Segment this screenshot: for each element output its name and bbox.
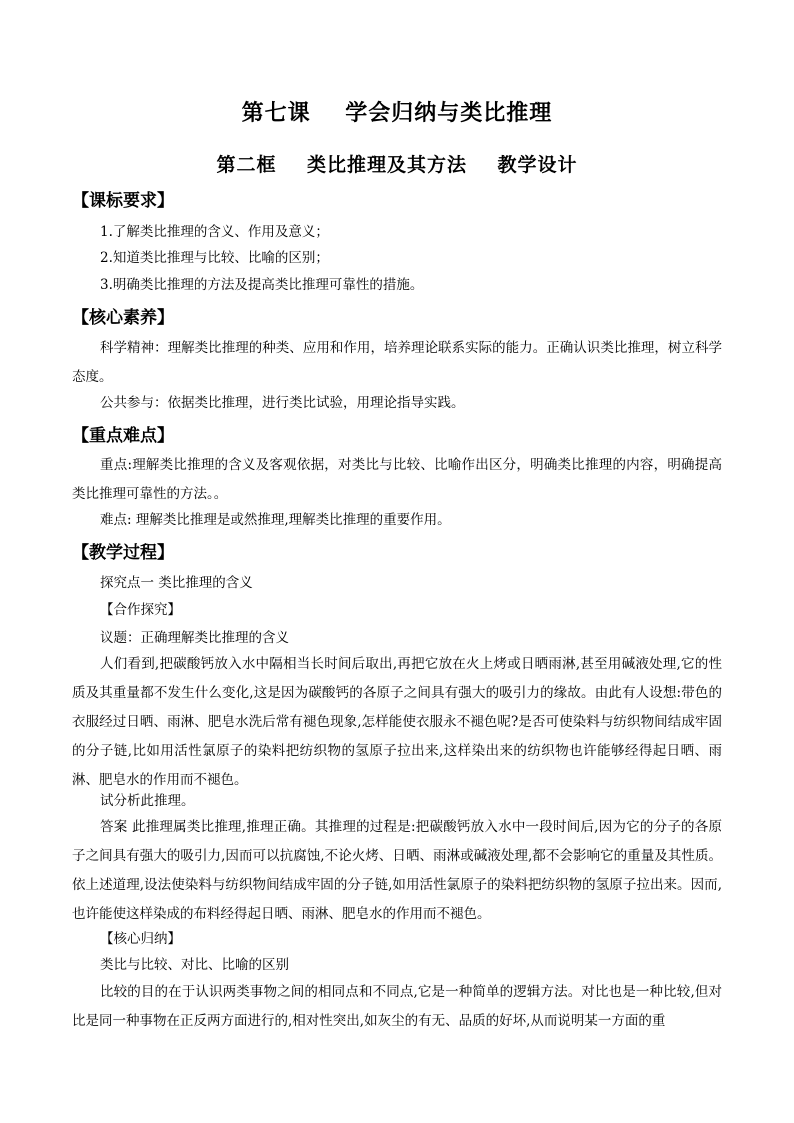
- keypoints-paragraph: 重点:理解类比推理的含义及客观依据，对类比与比较、比喻作出区分，明确类比推理的内容，明确提高类比推理可靠性的方法。。: [72, 457, 722, 502]
- curriculum-item: 3.明确类比推理的方法及提高类比推理可靠性的措施。: [100, 277, 424, 293]
- curriculum-heading: 【课标要求】: [72, 191, 174, 211]
- literacy-paragraph: 科学精神：理解类比推理的种类、应用和作用，培养理论联系实际的能力。正确认识类比推理，树立科学态度。: [72, 340, 722, 385]
- answer-paragraph: 答案 此推理属类比推理,推理正确。其推理的过程是:把碳酸钙放入水中一段时间后,因为它的分子的各原子之间具有强大的吸引力,因而可以抗腐蚀,不论火烤、日晒、雨淋或碱液处理,都不会影响它的重量及其性质。依上述道理,设法使染料与纺织物间结成牢固的分子链,如用活性氯原子的染料把纺织物的氢原子拉出来。因而,也许能使这样染成的布料经得起日晒、雨淋、肥皂水的作用而不褪色。: [72, 819, 722, 922]
- explore-point: 探究点一 类比推理的含义: [100, 575, 253, 591]
- cooperative-inquiry-label: 【合作探究】: [100, 602, 181, 618]
- difference-heading: 类比与比较、对比、比喻的区别: [100, 957, 289, 973]
- comparison-paragraph: 比较的目的在于认识两类事物之间的相同点和不同点,它是一种简单的逻辑方法。对比也是一种比较,但对比是同一种事物在正反两方面进行的,相对性突出,如灰尘的有无、品质的好坏,从而说明某一方面的重: [72, 984, 722, 1029]
- literacy-heading: 【核心素养】: [72, 308, 174, 328]
- question-line: 试分析此推理。: [100, 793, 195, 809]
- curriculum-item: 1.了解类比推理的含义、作用及意义；: [100, 224, 329, 240]
- example-paragraph: 人们看到,把碳酸钙放入水中隔相当长时间后取出,再把它放在火上烤或日晒雨淋,甚至用碱液处理,它的性质及其重量都不发生什么变化,这是因为碳酸钙的各原子之间具有强大的吸引力的缘故。由此有人设想:带色的衣服经过日晒、雨淋、肥皂水洗后常有褪色现象,怎样能使衣服永不褪色呢?是否可使染料与纺织物间结成牢固的分子链,比如用活性氯原子的染料把纺织物的氢原子拉出来,这样染出来的纺织物也许能够经得起日晒、雨淋、肥皂水的作用而不褪色。: [72, 656, 722, 788]
- lesson-title: 第七课 学会归纳与类比推理: [241, 100, 553, 126]
- literacy-paragraph: 公共参与：依据类比推理，进行类比试验，用理论指导实践。: [100, 395, 465, 411]
- section-subtitle: 第二框 类比推理及其方法 教学设计: [216, 154, 578, 176]
- curriculum-item: 2.知道类比推理与比较、比喻的区别；: [100, 250, 329, 266]
- core-summary-label: 【核心归纳】: [100, 931, 181, 947]
- process-heading: 【教学过程】: [72, 543, 174, 563]
- topic-line: 议题：正确理解类比推理的含义: [100, 630, 289, 646]
- keypoints-heading: 【重点难点】: [72, 426, 174, 446]
- keypoints-paragraph: 难点: 理解类比推理是或然推理,理解类比推理的重要作用。: [100, 512, 451, 528]
